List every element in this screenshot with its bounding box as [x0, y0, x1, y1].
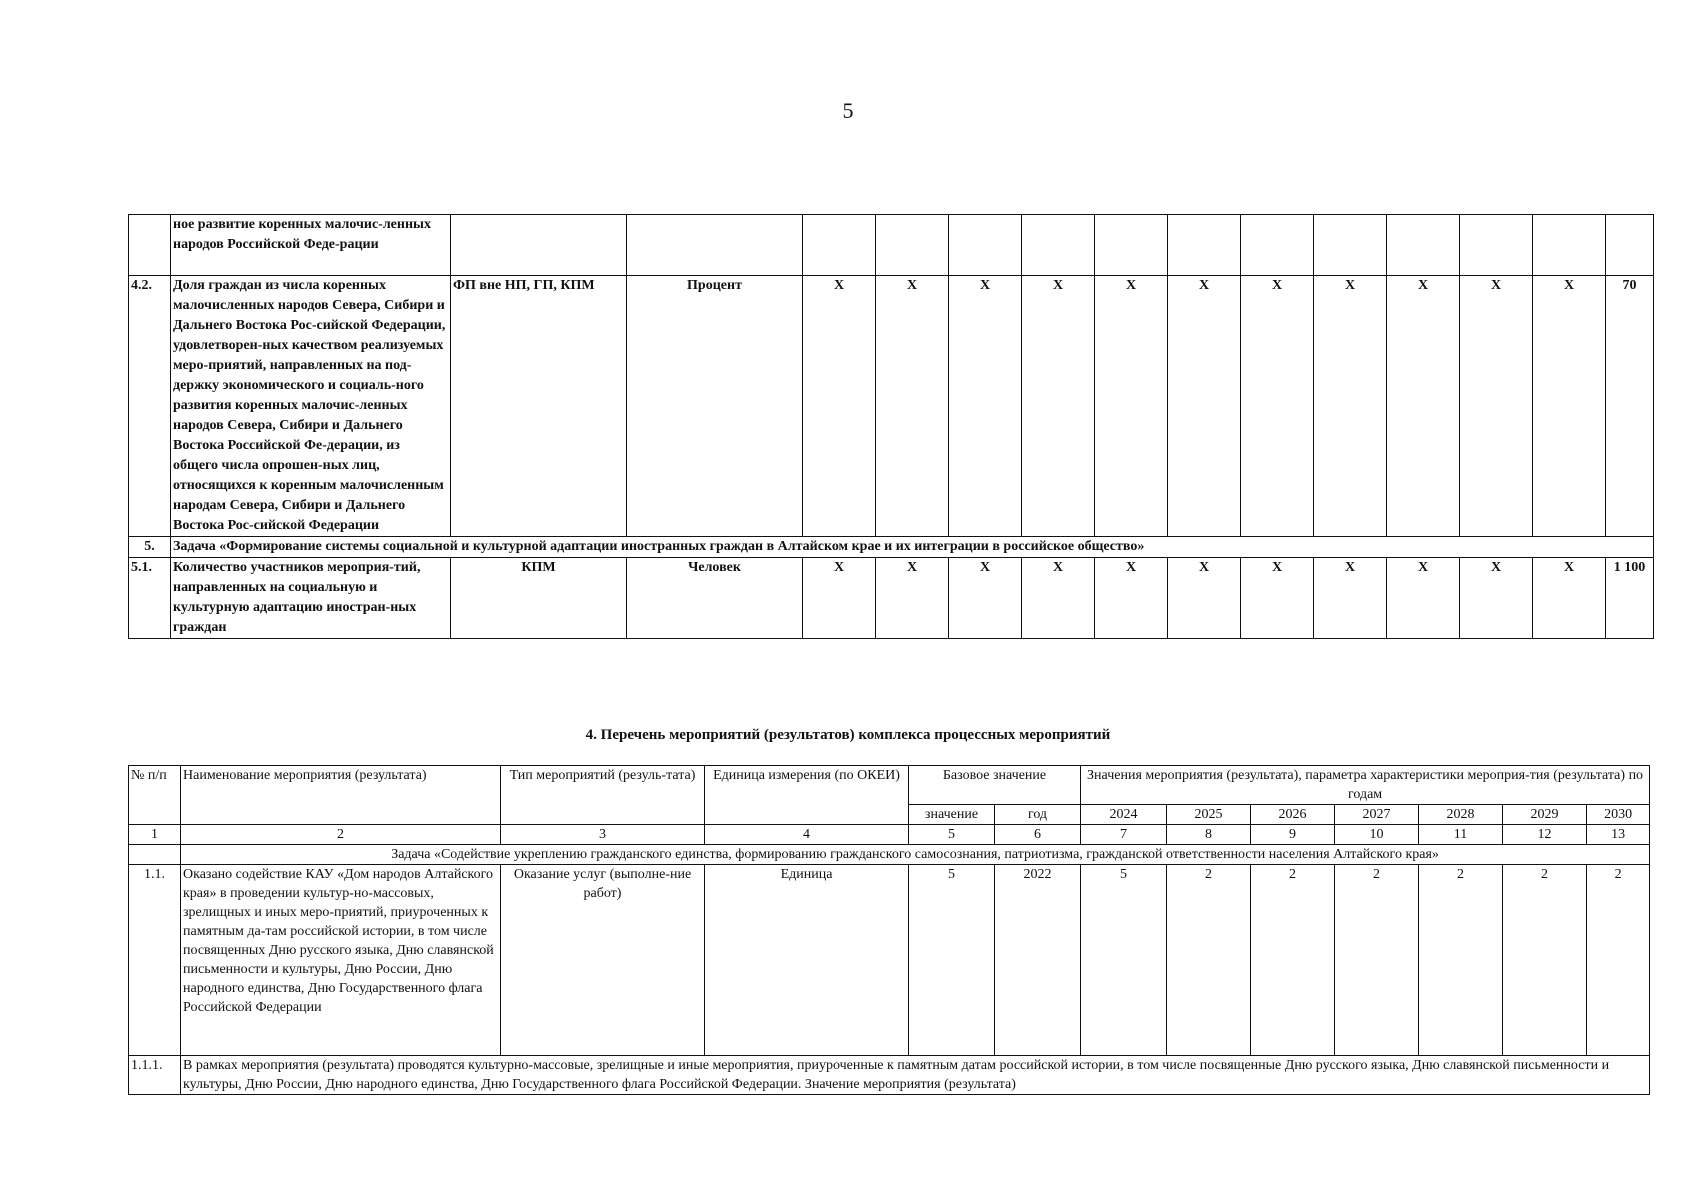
activity-name: Оказано содействие КАУ «Дом народов Алтайского края» в проведении культур-но-массовых, зрелищных и иных меро-приятий, приуроченных к памятным да-там российской истории, в том числе посвященных Дню русского языка, Дню славянской письменности и культуры, Дню России, Дню народного единства, Дню Государственного флага Российской Федерации	[181, 865, 501, 1056]
value-cell: Х	[803, 558, 876, 639]
column-number: 2	[181, 825, 501, 845]
continued-indicator-name: ное развитие коренных малочис-ленных народов Российской Феде-рации	[171, 215, 451, 276]
activities-table	[128, 765, 1650, 1095]
value-cell: Х	[1095, 276, 1168, 537]
value-cell: 5	[1081, 865, 1167, 1056]
row-number: 5.	[129, 537, 171, 558]
col-header-base: Базовое значение	[909, 766, 1081, 805]
base-year: 2022	[995, 865, 1081, 1056]
value-cell: Х	[1387, 558, 1460, 639]
column-number: 11	[1419, 825, 1503, 845]
row-number: 1.1.	[129, 865, 181, 1056]
table-row	[129, 865, 1650, 1056]
column-number: 6	[995, 825, 1081, 845]
activity-description: В рамках мероприятия (результата) проводятся культурно-массовые, зрелищные и иные мероприятия, приуроченные к памятным датам российской истории, в том числе посвященные Дню русского языка, Дню славянской письменности и культуры, Дню России, Дню народного единства, Дню Государственного флага Российской Федерации. Значение мероприятия (результата)	[181, 1056, 1650, 1095]
indicator-unit: Процент	[627, 276, 803, 537]
col-header-year: 2024	[1081, 805, 1167, 825]
col-header-year: 2030	[1587, 805, 1650, 825]
column-number: 9	[1251, 825, 1335, 845]
task-heading: Задача «Формирование системы социальной и культурной адаптации иностранных граждан в Алтайском крае и их интеграции в российское общество»	[171, 537, 1654, 558]
indicator-name: Доля граждан из числа коренных малочисленных народов Севера, Сибири и Дальнего Востока Рос-сийской Федерации, удовлетворен-ных качеством реализуемых меро-приятий, направленных на под-держку экономического и социаль-ного развития коренных малочис-ленных народов Севера, Сибири и Дальнего Востока Российской Фе-дерации, из общего числа опрошен-ных лиц, относящихся к коренным малочисленным народам Севера, Сибири и Дальнего Востока Рос-сийской Федерации	[171, 276, 451, 537]
value-cell: Х	[949, 558, 1022, 639]
value-cell: 2	[1419, 865, 1503, 1056]
col-header-type: Тип мероприятий (резуль-тата)	[501, 766, 705, 825]
value-cell: Х	[1533, 276, 1606, 537]
table-row	[129, 276, 1654, 537]
column-number: 1	[129, 825, 181, 845]
col-header-num: № п/п	[129, 766, 181, 825]
column-number: 12	[1503, 825, 1587, 845]
indicator-name: Количество участников мероприя-тий, направленных на социальную и культурную адаптацию иностран-ных граждан	[171, 558, 451, 639]
base-value: 5	[909, 865, 995, 1056]
value-cell: 2	[1335, 865, 1419, 1056]
indicator-unit: Человек	[627, 558, 803, 639]
value-cell: Х	[949, 276, 1022, 537]
value-cell: Х	[1314, 276, 1387, 537]
value-cell: Х	[1022, 276, 1095, 537]
value-cell: Х	[1387, 276, 1460, 537]
section-title: 4. Перечень мероприятий (результатов) комплекса процессных мероприятий	[585, 727, 1111, 743]
indicators-table	[128, 214, 1654, 639]
value-cell: Х	[876, 558, 949, 639]
value-cell: Х	[1241, 558, 1314, 639]
indicator-type: КПМ	[451, 558, 627, 639]
col-header-year: 2029	[1503, 805, 1587, 825]
row-number: 1.1.1.	[129, 1056, 181, 1095]
activity-unit: Единица	[705, 865, 909, 1056]
col-header-base-value: значение	[909, 805, 995, 825]
col-header-year: 2027	[1335, 805, 1419, 825]
column-number: 10	[1335, 825, 1419, 845]
value-cell: 2	[1167, 865, 1251, 1056]
row-number: 5.1.	[129, 558, 171, 639]
value-cell: Х	[1168, 558, 1241, 639]
value-cell: Х	[1022, 558, 1095, 639]
activity-type: Оказание услуг (выполне-ние работ)	[501, 865, 705, 1056]
column-number: 8	[1167, 825, 1251, 845]
value-cell: Х	[1460, 558, 1533, 639]
value-cell: Х	[876, 276, 949, 537]
table-row	[129, 845, 1650, 865]
indicator-type: ФП вне НП, ГП, КПМ	[451, 276, 627, 537]
value-cell: Х	[1314, 558, 1387, 639]
column-number: 4	[705, 825, 909, 845]
col-header-year: 2028	[1419, 805, 1503, 825]
value-cell: 1 100	[1606, 558, 1654, 639]
column-number: 13	[1587, 825, 1650, 845]
table-row	[129, 215, 1654, 276]
col-header-base-year: год	[995, 805, 1081, 825]
column-number: 5	[909, 825, 995, 845]
col-header-name: Наименование мероприятия (результата)	[181, 766, 501, 825]
value-cell: 70	[1606, 276, 1654, 537]
table-row	[129, 558, 1654, 639]
task-heading: Задача «Содействие укреплению гражданского единства, формированию гражданского самосознания, патриотизма, гражданской ответственности населения Алтайского края»	[181, 845, 1650, 865]
column-number-row	[129, 825, 1650, 845]
column-number: 3	[501, 825, 705, 845]
col-header-year: 2025	[1167, 805, 1251, 825]
value-cell: Х	[1095, 558, 1168, 639]
value-cell: 2	[1503, 865, 1587, 1056]
value-cell: Х	[1533, 558, 1606, 639]
value-cell: Х	[1460, 276, 1533, 537]
column-number: 7	[1081, 825, 1167, 845]
table-row	[129, 1056, 1650, 1095]
value-cell: 2	[1251, 865, 1335, 1056]
row-number: 4.2.	[129, 276, 171, 537]
value-cell: 2	[1587, 865, 1650, 1056]
value-cell: Х	[1241, 276, 1314, 537]
table-row	[129, 537, 1654, 558]
value-cell: Х	[803, 276, 876, 537]
page-number: 5	[842, 98, 854, 123]
col-header-unit: Единица измерения (по ОКЕИ)	[705, 766, 909, 825]
col-header-year: 2026	[1251, 805, 1335, 825]
value-cell: Х	[1168, 276, 1241, 537]
col-header-values-by-year: Значения мероприятия (результата), параметра характеристики мероприя-тия (результата) по годам	[1081, 766, 1650, 805]
header-row	[129, 766, 1650, 805]
